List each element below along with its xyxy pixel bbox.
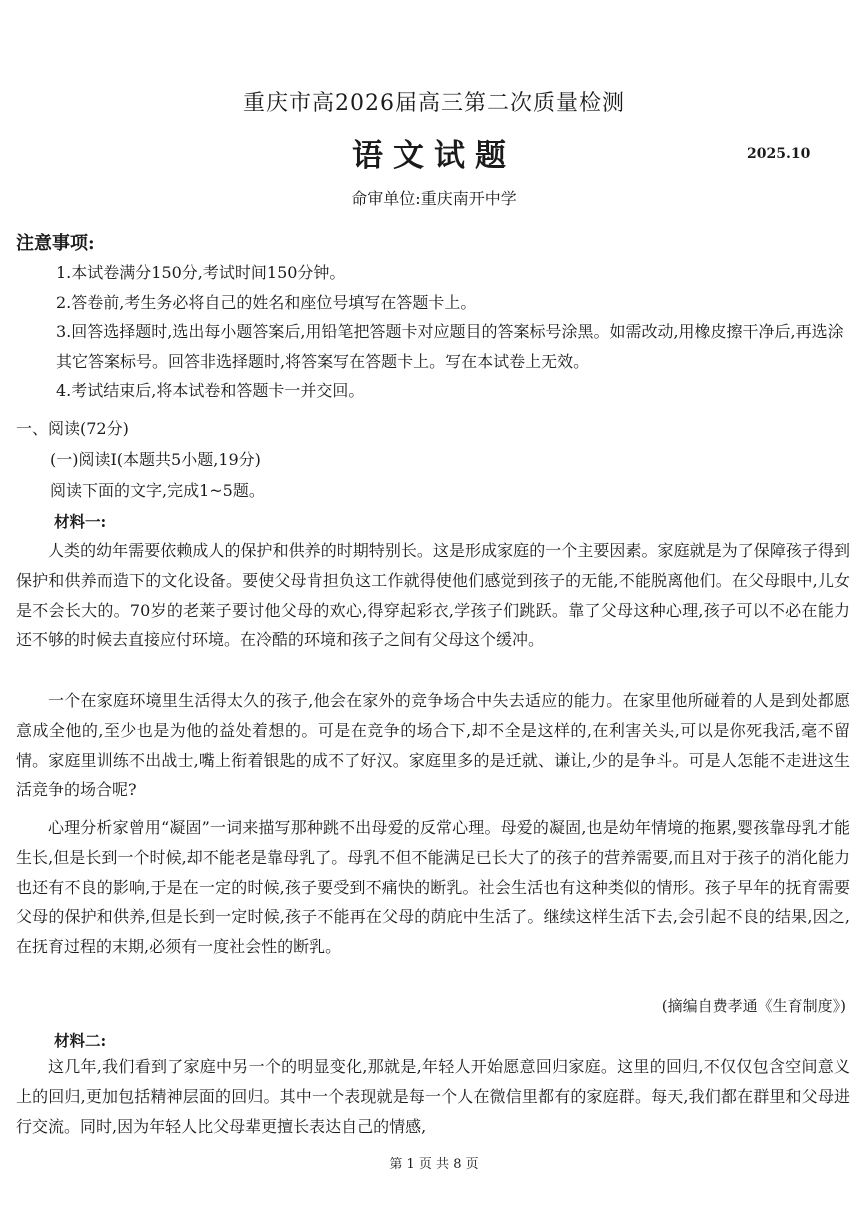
page-number: 第 1 页 共 8 页 — [389, 1157, 479, 1172]
subsection-heading: (一)阅读Ⅰ(本题共5小题,19分) — [50, 450, 261, 469]
material-one-paragraph: 心理分析家曾用“凝固”一词来描写那种跳不出母爱的反常心理。母爱的凝固,也是幼年情境的拖累,婴孩靠母乳才能生长,但是长到一个时候,却不能老是靠母乳了。母乳不但不能满足已长大了的孩子的营养需要,而且对于孩子的消化能力也还有不良的影响,于是在一定的时候,孩子要受到不痛快的断乳。社会生活也有这种类似的情形。孩子早年的抚育需要父母的保护和供养,但是长到一定时候,孩子不能再在父母的荫庇中生活了。继续这样生活下去,会引起不良的结果,因之,在抚育过程的末期,必须有一度社会性的断乳。 — [16, 818, 850, 957]
notice-item: 1.本试卷满分150分,考试时间150分钟。 — [56, 263, 346, 282]
material-one-source: (摘编自费孝通《生育制度》) — [661, 997, 846, 1015]
material-two-label: 材料二: — [54, 1031, 107, 1050]
material-one-label: 材料一: — [54, 512, 107, 531]
reading-instruction: 阅读下面的文字,完成1~5题。 — [50, 481, 265, 500]
subject-title: 语文试题 — [352, 138, 516, 174]
section-heading: 一、阅读(72分) — [16, 419, 129, 438]
notice-heading: 注意事项: — [16, 233, 95, 254]
material-two-paragraph: 这几年,我们看到了家庭中另一个的明显变化,那就是,年轻人开始愿意回归家庭。这里的回归,不仅仅包含空间意义上的回归,更加包括精神层面的回归。其中一个表现就是每一个人在微信里都有的家庭群。每天,我们都在群里和父母进行交流。同时,因为年轻人比父母辈更擅长表达自己的情感, — [16, 1057, 850, 1136]
notice-list — [56, 258, 850, 406]
exam-date: 2025.10 — [747, 146, 811, 162]
notice-item: 2.答卷前,考生务必将自己的姓名和座位号填写在答题卡上。 — [56, 292, 477, 312]
notice-item: 4.考试结束后,将本试卷和答题卡一并交回。 — [56, 381, 365, 400]
notice-item: 3.回答选择题时,选出每小题答案后,用铅笔把答题卡对应题目的答案标号涂黑。如需改动,用橡皮擦干净后,再选涂其它答案标号。回答非选择题时,将答案写在答题卡上。写在本试卷上无效。 — [56, 322, 844, 371]
material-one-paragraph: 人类的幼年需要依赖成人的保护和供养的时期特别长。这是形成家庭的一个主要因素。家庭就是为了保障孩子得到保护和供养而造下的文化设备。要使父母肯担负这工作就得使他们感觉到孩子的无能,不能脱离他们。在父母眼中,儿女是不会长大的。70岁的老莱子要讨他父母的欢心,得穿起彩衣,学孩子们跳跃。靠了父母这种心理,孩子可以不必在能力还不够的时候去直接应付环境。在冷酷的环境和孩子之间有父母这个缓冲。 — [16, 541, 850, 650]
material-one-paragraph: 一个在家庭环境里生活得太久的孩子,他会在家外的竞争场合中失去适应的能力。在家里他所碰着的人是到处都愿意成全他的,至少也是为他的益处着想的。可是在竞争的场合下,却不全是这样的,在利害关头,可以是你死我活,毫不留情。家庭里训练不出战士,嘴上衔着银匙的成不了好汉。家庭里多的是迁就、谦让,少的是争斗。可是人怎能不走进这生活竞争的场合呢? — [16, 691, 850, 800]
setter-unit: 命审单位:重庆南开中学 — [351, 189, 517, 208]
exam-title: 重庆市高2026届高三第二次质量检测 — [243, 91, 625, 116]
